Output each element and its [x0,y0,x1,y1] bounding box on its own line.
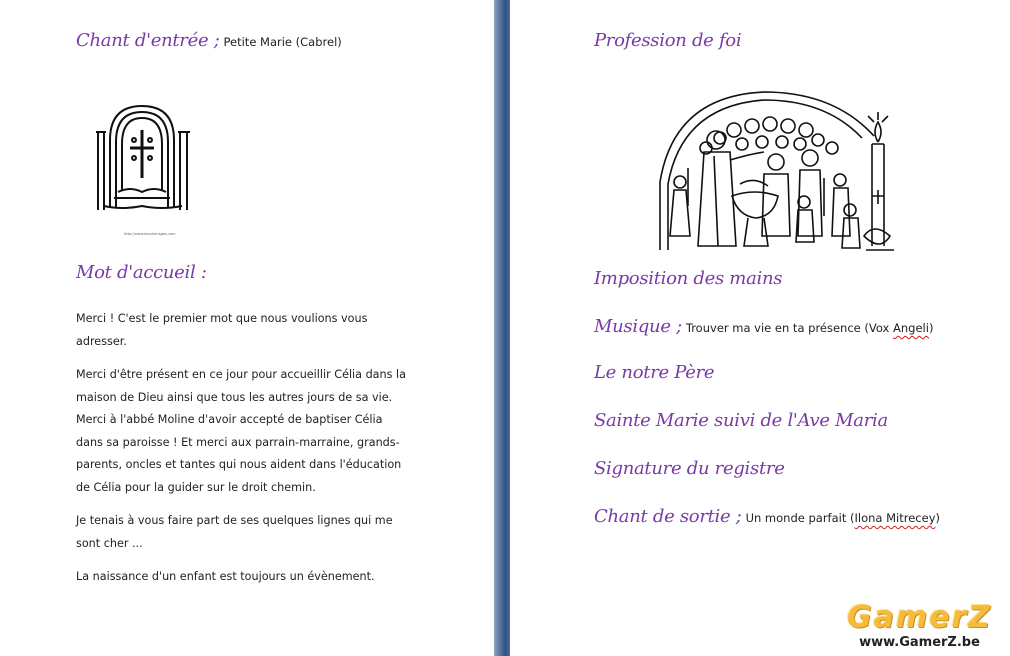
exit-song-prefix: Un monde parfait ( [745,511,855,525]
gamerz-watermark [846,600,992,650]
entry-chant-song: Petite Marie (Cabrel) [223,35,342,49]
entry-chant-label: Chant d'entrée ; [76,30,220,51]
image-caption: http://www.lescoloriages.com [124,232,176,236]
left-page [0,0,494,656]
welcome-text [76,308,406,600]
holy-mary-heading: Sainte Marie suivi de l'Ave Maria [594,410,888,431]
welcome-paragraph: Merci d'être présent en ce jour pour accueillir Célia dans la maison de Dieu ainsi que tous les autres jours de sa vie. Merci à l'abbé Moline d'avoir accepté de baptiser Célia dans sa paroisse ! Et merci aux parrain-marraine, grands-parents, oncles et tantes qui nous aident dans l'éducation de Célia pour la guider sur le droit chemin. [76,368,406,494]
exit-song-artist: Ilona Mitrecey [854,511,936,525]
page-gutter [494,0,510,656]
lords-prayer-heading: Le notre Père [594,362,715,383]
exit-chant-song [746,511,940,525]
music-heading [594,316,933,337]
welcome-heading: Mot d'accueil : [76,262,207,283]
entry-chant-heading [76,30,342,51]
baptism-illustration [654,86,904,256]
faith-heading: Profession de foi [594,30,742,51]
register-signing-heading: Signature du registre [594,458,785,479]
welcome-paragraph: Merci ! C'est le premier mot que nous voulions vous adresser. [76,312,368,348]
watermark-logo: GamerZ [846,600,992,635]
music-label: Musique ; [594,316,682,337]
welcome-paragraph: Je tenais à vous faire part de ses quelques lignes qui me sont cher ... [76,514,393,550]
music-song [686,321,934,335]
welcome-paragraph: La naissance d'un enfant est toujours un évènement. [76,570,375,583]
music-song-prefix: Trouver ma vie en ta présence (Vox [685,321,894,335]
laying-on-hands-heading: Imposition des mains [594,268,783,289]
church-altar-illustration [92,100,194,220]
watermark-url: www.GamerZ.be [859,635,980,650]
exit-chant-heading [594,506,940,527]
music-song-name: Angeli [893,321,929,335]
exit-song-suffix: ) [935,511,940,525]
right-page [510,0,1010,656]
music-song-suffix: ) [928,321,934,335]
exit-chant-label: Chant de sortie ; [594,506,742,527]
